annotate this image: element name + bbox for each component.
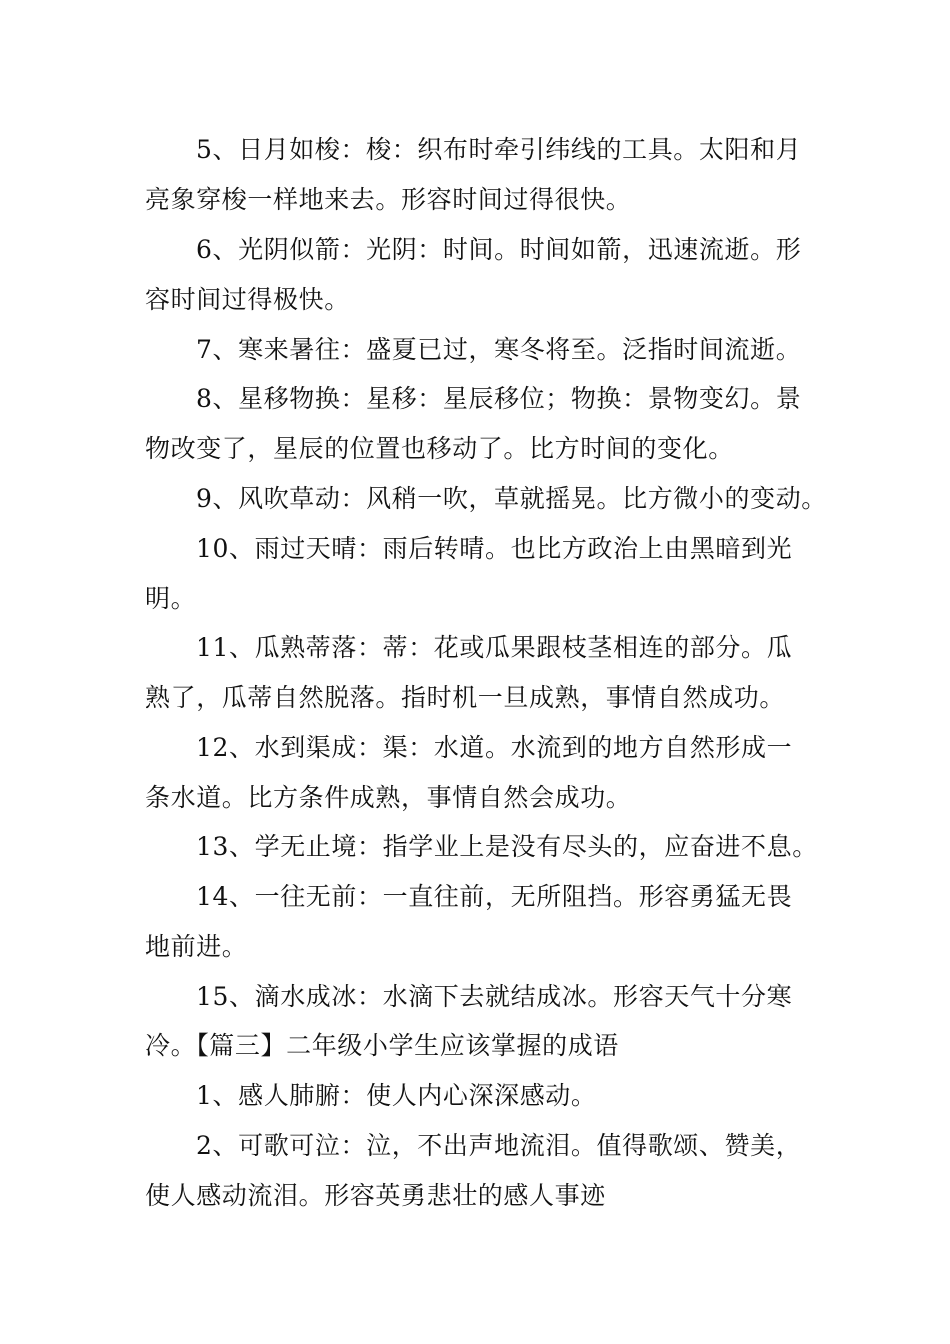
text-line: 熟了，瓜蒂自然脱落。指时机一旦成熟，事情自然成功。: [145, 683, 786, 712]
text-line: 15、滴水成冰：水滴下去就结成冰。形容天气十分寒: [196, 982, 793, 1011]
text-line: 物改变了，星辰的位置也移动了。比方时间的变化。: [145, 434, 734, 463]
text-line: 6、光阴似箭：光阴：时间。时间如箭，迅速流逝。形: [196, 235, 802, 264]
text-line: 14、一往无前：一直往前，无所阻挡。形容勇猛无畏: [196, 882, 793, 911]
text-line: 7、寒来暑往：盛夏已过，寒冬将至。泛指时间流逝。: [196, 335, 802, 364]
text-line: 冷。【篇三】二年级小学生应该掌握的成语: [145, 1031, 619, 1060]
text-line: 地前进。: [145, 932, 248, 961]
text-line: 8、星移物换：星移：星辰移位；物换：景物变幻。景: [196, 384, 802, 413]
text-line: 明。: [145, 584, 197, 613]
text-line: 使人感动流泪。形容英勇悲壮的感人事迹: [145, 1181, 606, 1210]
text-line: 亮象穿梭一样地来去。形容时间过得很快。: [145, 185, 632, 214]
text-line: 13、学无止境：指学业上是没有尽头的，应奋进不息。: [196, 832, 818, 861]
text-line: 2、可歌可泣：泣，不出声地流泪。值得歌颂、赞美，: [196, 1131, 802, 1160]
text-line: 1、感人肺腑：使人内心深深感动。: [196, 1081, 597, 1110]
text-line: 11、瓜熟蒂落：蒂：花或瓜果跟枝茎相连的部分。瓜: [196, 633, 793, 662]
text-line: 5、日月如梭：梭：织布时牵引纬线的工具。太阳和月: [196, 135, 802, 164]
text-line: 容时间过得极快。: [145, 285, 350, 314]
text-line: 10、雨过天晴：雨后转晴。也比方政治上由黑暗到光: [196, 534, 793, 563]
text-line: 12、水到渠成：渠：水道。水流到的地方自然形成一: [196, 733, 793, 762]
text-line: 条水道。比方条件成熟，事情自然会成功。: [145, 783, 632, 812]
text-line: 9、风吹草动：风稍一吹，草就摇晃。比方微小的变动。: [196, 484, 827, 513]
